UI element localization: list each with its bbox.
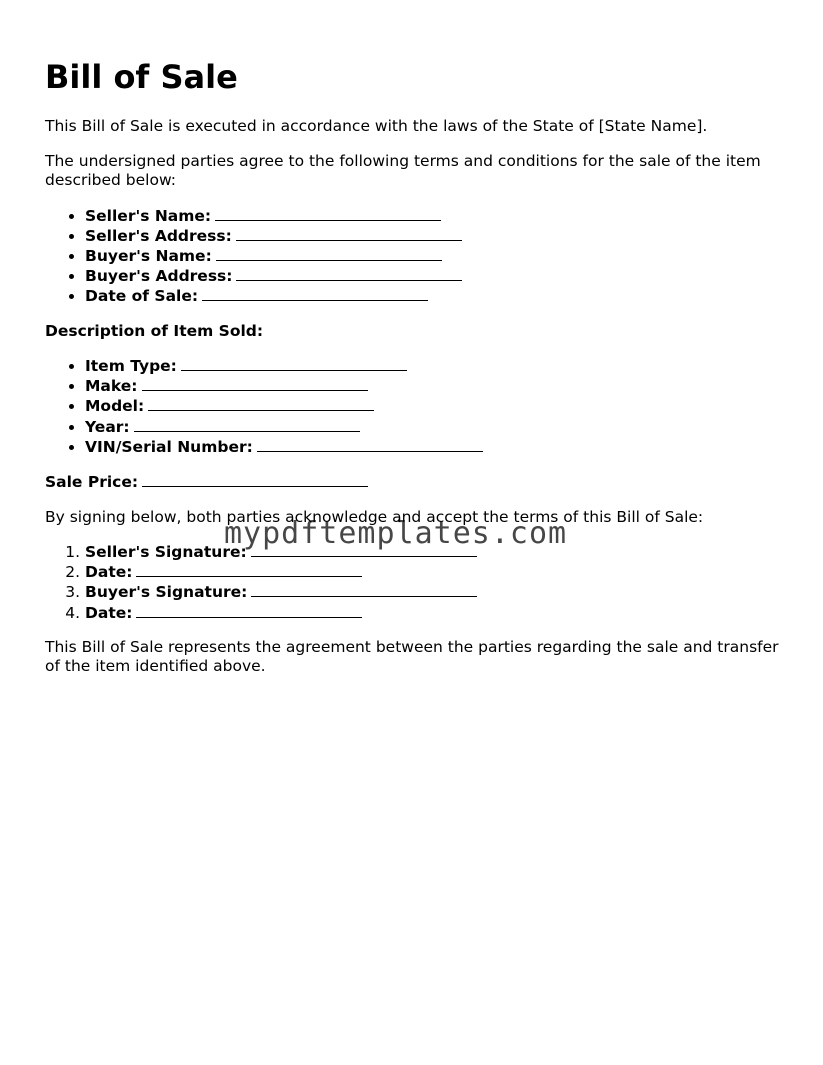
blank-line[interactable] (257, 437, 483, 452)
field-label: VIN/Serial Number: (85, 437, 253, 456)
blank-line[interactable] (142, 472, 368, 487)
watermark: mypdftemplates.com (224, 516, 568, 551)
sale-price-label: Sale Price: (45, 473, 139, 492)
item-description-heading: Description of Item Sold: (45, 321, 264, 340)
signing-intro: By signing below, both parties acknowledge and accept the terms of this Bill of Sale: (45, 507, 704, 526)
list-item (85, 417, 785, 437)
blank-line[interactable] (202, 286, 428, 301)
blank-line[interactable] (142, 376, 368, 391)
closing-paragraph: This Bill of Sale represents the agreement between the parties regarding the sale and transfer of the item identified above. (45, 637, 779, 676)
list-item (85, 246, 785, 266)
field-label: Model: (85, 397, 145, 416)
field-label: Seller's Signature: (85, 543, 247, 562)
terms-paragraph: The undersigned parties agree to the following terms and conditions for the sale of the item described below: (45, 151, 761, 189)
blank-line[interactable] (181, 356, 407, 371)
field-label: Date of Sale: (85, 287, 199, 306)
blank-line[interactable] (215, 206, 441, 221)
blank-line[interactable] (236, 226, 462, 241)
field-label: Seller's Address: (85, 226, 232, 245)
blank-line[interactable] (148, 396, 374, 411)
blank-line[interactable] (236, 266, 462, 281)
field-label: Make: (85, 377, 138, 396)
list-item (85, 226, 785, 246)
list-item (85, 206, 785, 226)
blank-line[interactable] (136, 603, 362, 618)
parties-list (45, 206, 785, 307)
signatures-list (45, 542, 785, 623)
list-item (85, 286, 785, 306)
blank-line[interactable] (216, 246, 442, 261)
list-item (85, 396, 785, 416)
list-item (85, 582, 785, 602)
intro-paragraph: This Bill of Sale is executed in accordance with the laws of the State of [State Name]. (45, 117, 708, 135)
list-item (85, 437, 785, 457)
item-fields-list (45, 356, 785, 457)
field-label: Item Type: (85, 357, 177, 376)
document-page (45, 55, 785, 677)
field-label: Buyer's Name: (85, 246, 212, 265)
field-label: Year: (85, 417, 130, 436)
field-label: Date: (85, 563, 133, 582)
list-item (85, 356, 785, 376)
sale-price-row (45, 472, 785, 493)
field-label: Buyer's Signature: (85, 583, 248, 602)
list-item (85, 603, 785, 623)
blank-line[interactable] (134, 417, 360, 432)
list-item (85, 562, 785, 582)
field-label: Date: (85, 603, 133, 622)
field-label: Seller's Name: (85, 206, 212, 225)
list-item (85, 376, 785, 396)
blank-line[interactable] (136, 562, 362, 577)
blank-line[interactable] (251, 582, 477, 597)
list-item (85, 266, 785, 286)
field-label: Buyer's Address: (85, 267, 233, 286)
document-title: Bill of Sale (45, 58, 238, 96)
